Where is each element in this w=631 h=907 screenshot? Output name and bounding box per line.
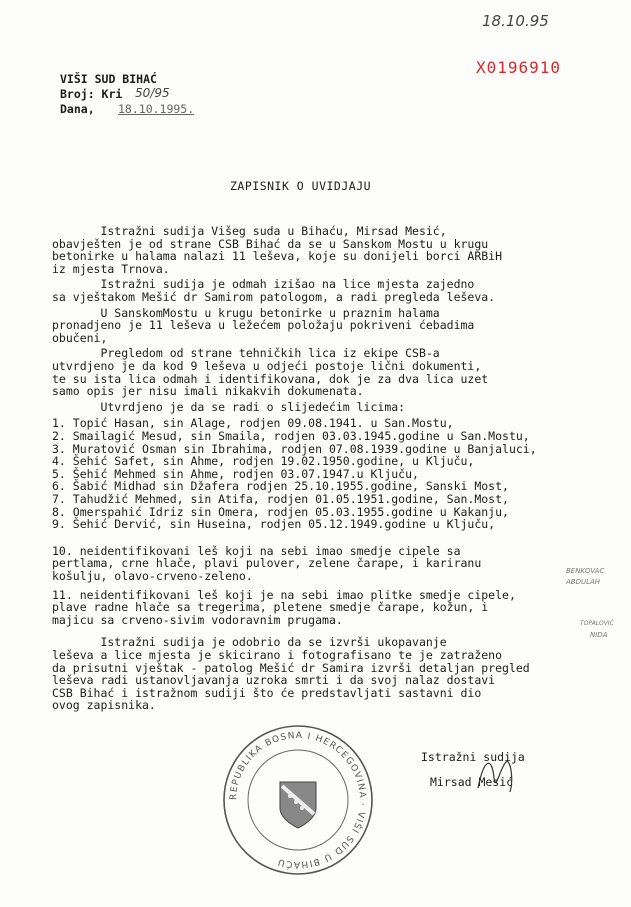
- signature-role: Istražni sudija: [421, 750, 525, 764]
- body-line: košulju, olavo-crveno-zeleno.: [52, 569, 253, 583]
- body-line: U SanskomMostu u krugu betonirke u praznim halama: [52, 305, 440, 320]
- body-line: leševa a lice mjesta je skicirano i fotografisano te je zatraženo: [52, 648, 503, 662]
- handwritten-signature: [470, 748, 530, 798]
- body-line: 11. neidentifikovani leš koji je na sebi imao plitke smedje cipele,: [52, 587, 516, 602]
- body-line: betonirke u halama nalazi 11 leševa, koje su donijeli borci ARBiH: [52, 249, 503, 264]
- date-label: Dana,: [60, 102, 95, 116]
- body-line: obučeni,: [52, 330, 108, 345]
- body-line: 9. Šehić Dervić, sin Huseina, rodjen 05.12.1949.godine u Ključu,: [52, 517, 496, 532]
- body-line: 2. Smailagić Mesud, sin Smaila, rodjen 03.03.1945.godine u San.Mostu,: [52, 429, 530, 443]
- date-value: 18.10.1995.: [118, 102, 195, 116]
- seal-text: REPUBLIKA BOSNA I HERCEGOVINA · VIŠI SUD U BIHAĆU: [228, 730, 368, 870]
- case-number-label: Broj: Kri: [60, 87, 123, 101]
- body-line: ovog zapisnika.: [52, 698, 156, 713]
- document-title: ZAPISNIK O UVIDJAJU: [230, 179, 372, 193]
- document-number: X0196910: [476, 58, 562, 77]
- body-line: Pregledom od strane tehničkih lica iz ekipe CSB-a: [52, 346, 440, 361]
- body-line: 8. Omerspahić Idriz sin Omera, rodjen 05.03.1955.godine u Kakanju,: [52, 504, 509, 519]
- body-line: te su ista lica odmah i identifikovana, dok je za dva lica uzet: [52, 371, 489, 386]
- margin-note: BENKOVAC: [566, 567, 605, 575]
- document-body: [52, 225, 622, 735]
- body-line: 10. neidentifikovani leš koji na sebi imao smedje cipele sa: [52, 543, 461, 558]
- body-line: da prisutni vještak - patolog Mešić dr Samira izvrši detaljan pregled: [52, 660, 530, 675]
- body-line: 4. Šehić Safet, sin Ahme, rodjen 19.02.1950.godine, u Ključu,: [52, 454, 475, 469]
- court-name: VIŠI SUD BIHAĆ: [60, 72, 157, 86]
- body-line: sa vještakom Mešić dr Samirom patologom, a radi pregleda leševa.: [52, 290, 496, 304]
- body-line: utvrdjeno je da kod 9 leševa u odjeći postoje lični dokumenti,: [52, 359, 482, 373]
- body-line: samo opis jer nisu imali nikakvih dokumenata.: [52, 384, 364, 399]
- body-line: 7. Tahudžić Mehmed, sin Atifa, rodjen 01.05.1951.godine, San.Most,: [52, 492, 509, 506]
- signature-name: Mirsad Mesić: [430, 775, 514, 789]
- body-line: leševa radi ustanovljavanja uzroka smrti i da svoj nalaz dostavi: [52, 673, 496, 688]
- coat-of-arms-icon: [280, 782, 316, 828]
- margin-note: TOPALOVIĆ: [580, 620, 614, 627]
- margin-note: NIDA: [590, 631, 608, 639]
- body-line: obavješten je od strane CSB Bihać da se u Sanskom Mostu u krugu: [52, 236, 489, 251]
- body-line: Istražni sudija Višeg suda u Bihaću, Mirsad Mesić,: [52, 224, 447, 238]
- body-line: plave radne hlače sa tregerima, pletene smedje čarape, kožun, i: [52, 600, 489, 615]
- margin-note: ABDULAH: [566, 578, 601, 586]
- body-line: CSB Bihać i istražnom sudiji što će predstavljati sastavni dio: [52, 685, 482, 700]
- body-line: Utvrdjeno je da se radi o slijedećim licima:: [52, 399, 406, 414]
- body-line: pronadjeno je 11 leševa u ležećem položaju pokriveni ćebadima: [52, 318, 475, 333]
- body-line: iz mjesta Trnova.: [52, 261, 170, 276]
- body-line: Istražni sudija je odobrio da se izvrši ukopavanje: [52, 635, 447, 650]
- court-seal-stamp: [218, 720, 378, 880]
- body-line: 5. Šehić Mehmed sin Ahme, rodjen 03.07.1947.u Ključu,: [52, 466, 419, 481]
- body-line: pertlama, crne hlače, plavi pulover, zelene čarape, i kariranu: [52, 556, 482, 571]
- case-number-value: 50/95: [135, 86, 170, 100]
- body-line: 3. Muratović Osman sin Ibrahima, rodjen 07.08.1939.godine u Banjaluci,: [52, 441, 537, 456]
- body-line: 6. Šabić Midhad sin Džafera rodjen 25.10.1955.godine, Sanski Most,: [52, 479, 509, 494]
- handwritten-date: 18.10.95: [482, 12, 549, 30]
- body-line: 1. Topić Hasan, sin Alage, rodjen 09.08.1941. u San.Mostu,: [52, 416, 454, 431]
- body-line: majicu sa crveno-sivim vodoravnim prugama.: [52, 612, 343, 627]
- body-line: Istražni sudija je odmah izišao na lice mjesta zajedno: [52, 277, 475, 292]
